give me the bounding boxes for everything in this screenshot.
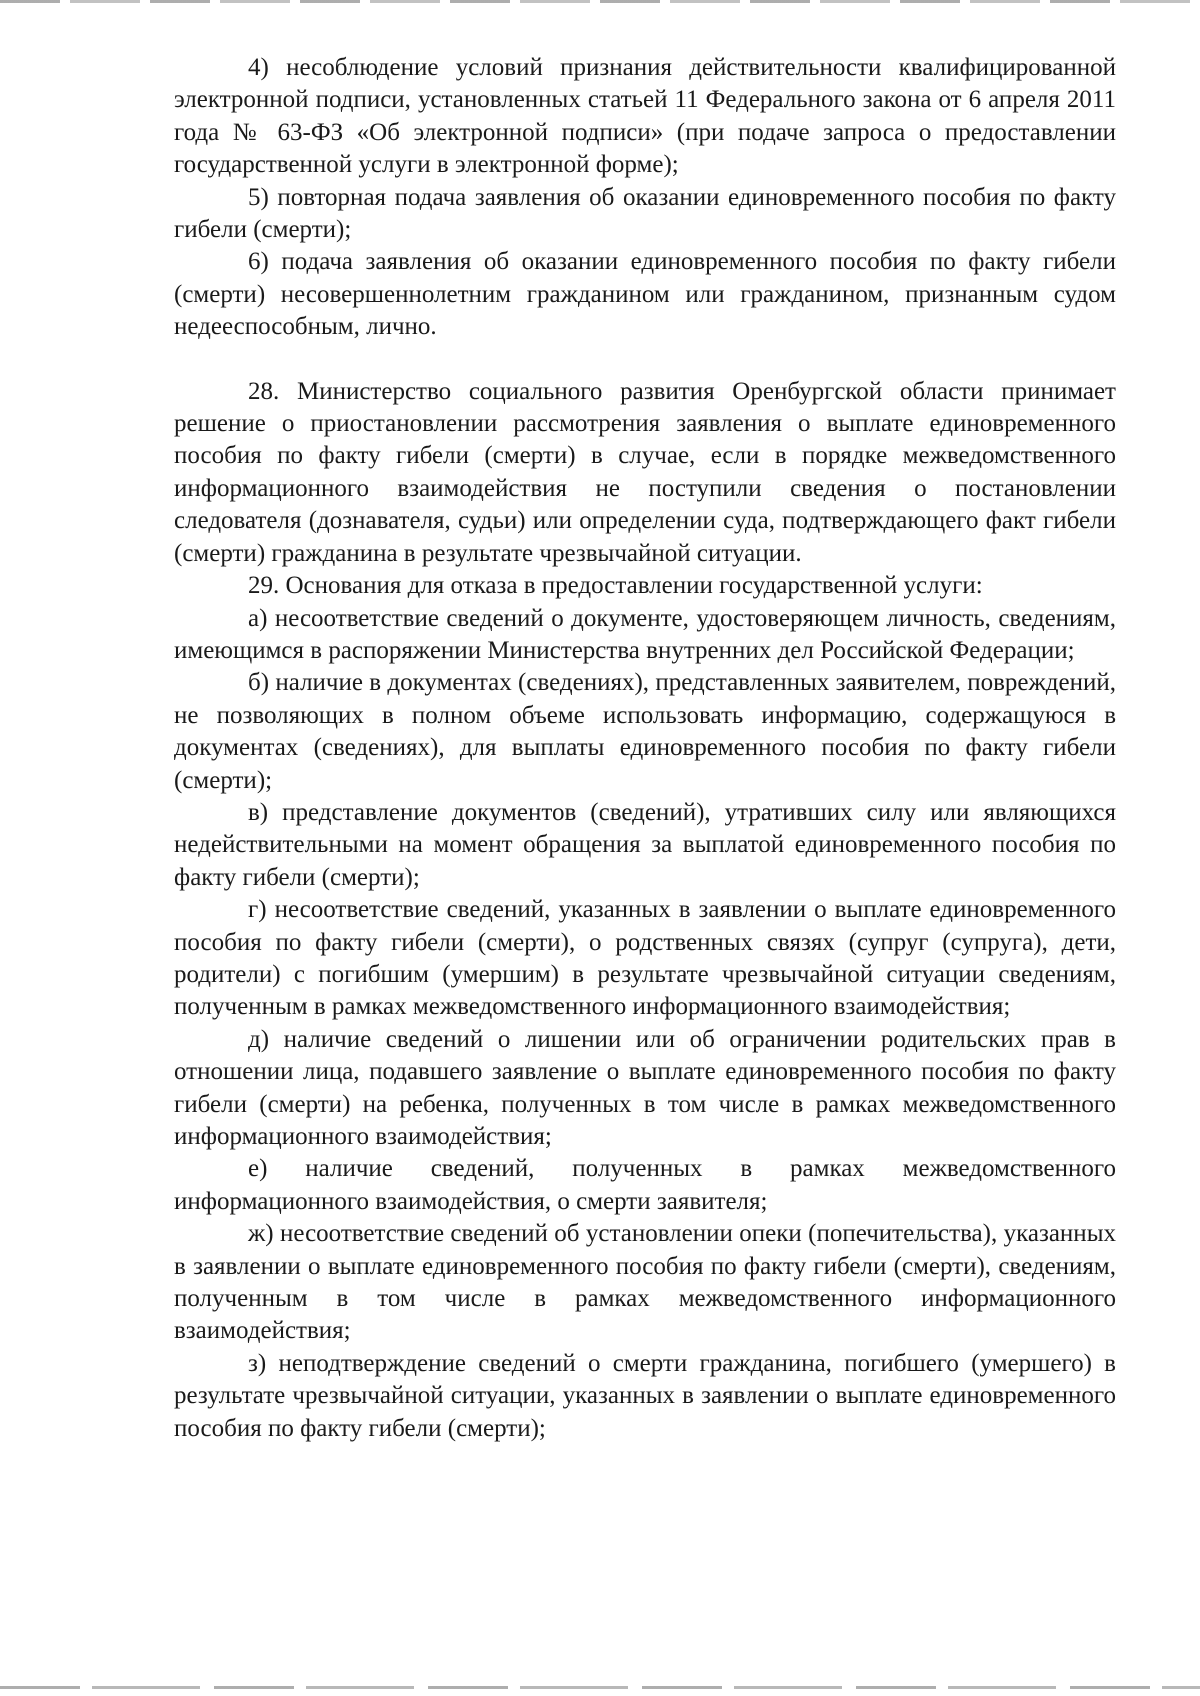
paragraph-item-b: б) наличие в документах (сведениях), представленных заявителем, повреждений, не позволяющих в полном объеме использовать информацию, содержащуюся в документах (сведениях), для выплаты единовременного пособия по факту гибели (смерти); [174, 669, 1116, 794]
paragraph-item-e: е) наличие сведений, полученных в рамках межведомственного информационного взаимодействия, о смерти заявителя; [174, 1155, 1116, 1215]
paragraph-item-v: в) представление документов (сведений), утративших силу или являющихся недействительными на момент обращения за выплатой единовременного пособия по факту гибели (смерти); [174, 798, 1116, 891]
paragraph-item-4: 4) несоблюдение условий признания действительности квалифицированной электронной подписи, установленных статьей 11 Федерального закона от 6 апреля 2011 года № 63-ФЗ «Об электронной подписи» (при подаче запроса о предоставлении государственной услуги в электронной форме); [174, 54, 1116, 179]
paragraph-item-d: д) наличие сведений о лишении или об ограничении родительских прав в отношении лица, подавшего заявление о выплате единовременного пособия по факту гибели (смерти) на ребенка, полученных в том числе в рамках межведомственного информационного взаимодействия; [174, 1025, 1116, 1150]
scan-edge-bottom [0, 1686, 1200, 1689]
paragraph-item-6: 6) подача заявления об оказании единовременного пособия по факту гибели (смерти) несовершеннолетним гражданином или гражданином, признанным судом недееспособным, лично. [174, 248, 1116, 341]
document-body [174, 52, 1116, 1445]
paragraph-item-5: 5) повторная подача заявления об оказании единовременного пособия по факту гибели (смерти); [174, 183, 1116, 244]
paragraph-item-a: а) несоответствие сведений о документе, удостоверяющем личность, сведениям, имеющимся в распоряжении Министерства внутренних дел Российской Федерации; [174, 604, 1116, 664]
paragraph-item-g: г) несоответствие сведений, указанных в заявлении о выплате единовременного пособия по факту гибели (смерти), о родственных связях (супруг (супруга), дети, родители) с погибшим (умершим) в результате чрезвычайной ситуации сведениям, полученным в рамках межведомственного информационного взаимодействия; [174, 896, 1116, 1021]
paragraph-item-z: з) неподтверждение сведений о смерти гражданина, погибшего (умершего) в результате чрезвычайной ситуации, указанных в заявлении о выплате единовременного пособия по факту гибели (смерти); [174, 1349, 1116, 1442]
paragraph-clause-28: 28. Министерство социального развития Оренбургской области принимает решение о приостановлении рассмотрения заявления о выплате единовременного пособия по факту гибели (смерти) в случае, если в порядке межведомственного информационного взаимодействия не поступили сведения о постановлении следователя (дознавателя, судьи) или определении суда, подтверждающего факт гибели (смерти) гражданина в результате чрезвычайной ситуации. [174, 377, 1116, 567]
scan-edge-top [0, 0, 1200, 3]
paragraph-gap [174, 344, 1116, 376]
paragraph-clause-29: 29. Основания для отказа в предоставлении государственной услуги: [248, 572, 983, 600]
paragraph-item-zh: ж) несоответствие сведений об установлении опеки (попечительства), указанных в заявлении о выплате единовременного пособия по факту гибели (смерти), сведениям, полученным в том числе в рамках межведомственного информационного взаимодействия; [174, 1220, 1116, 1345]
